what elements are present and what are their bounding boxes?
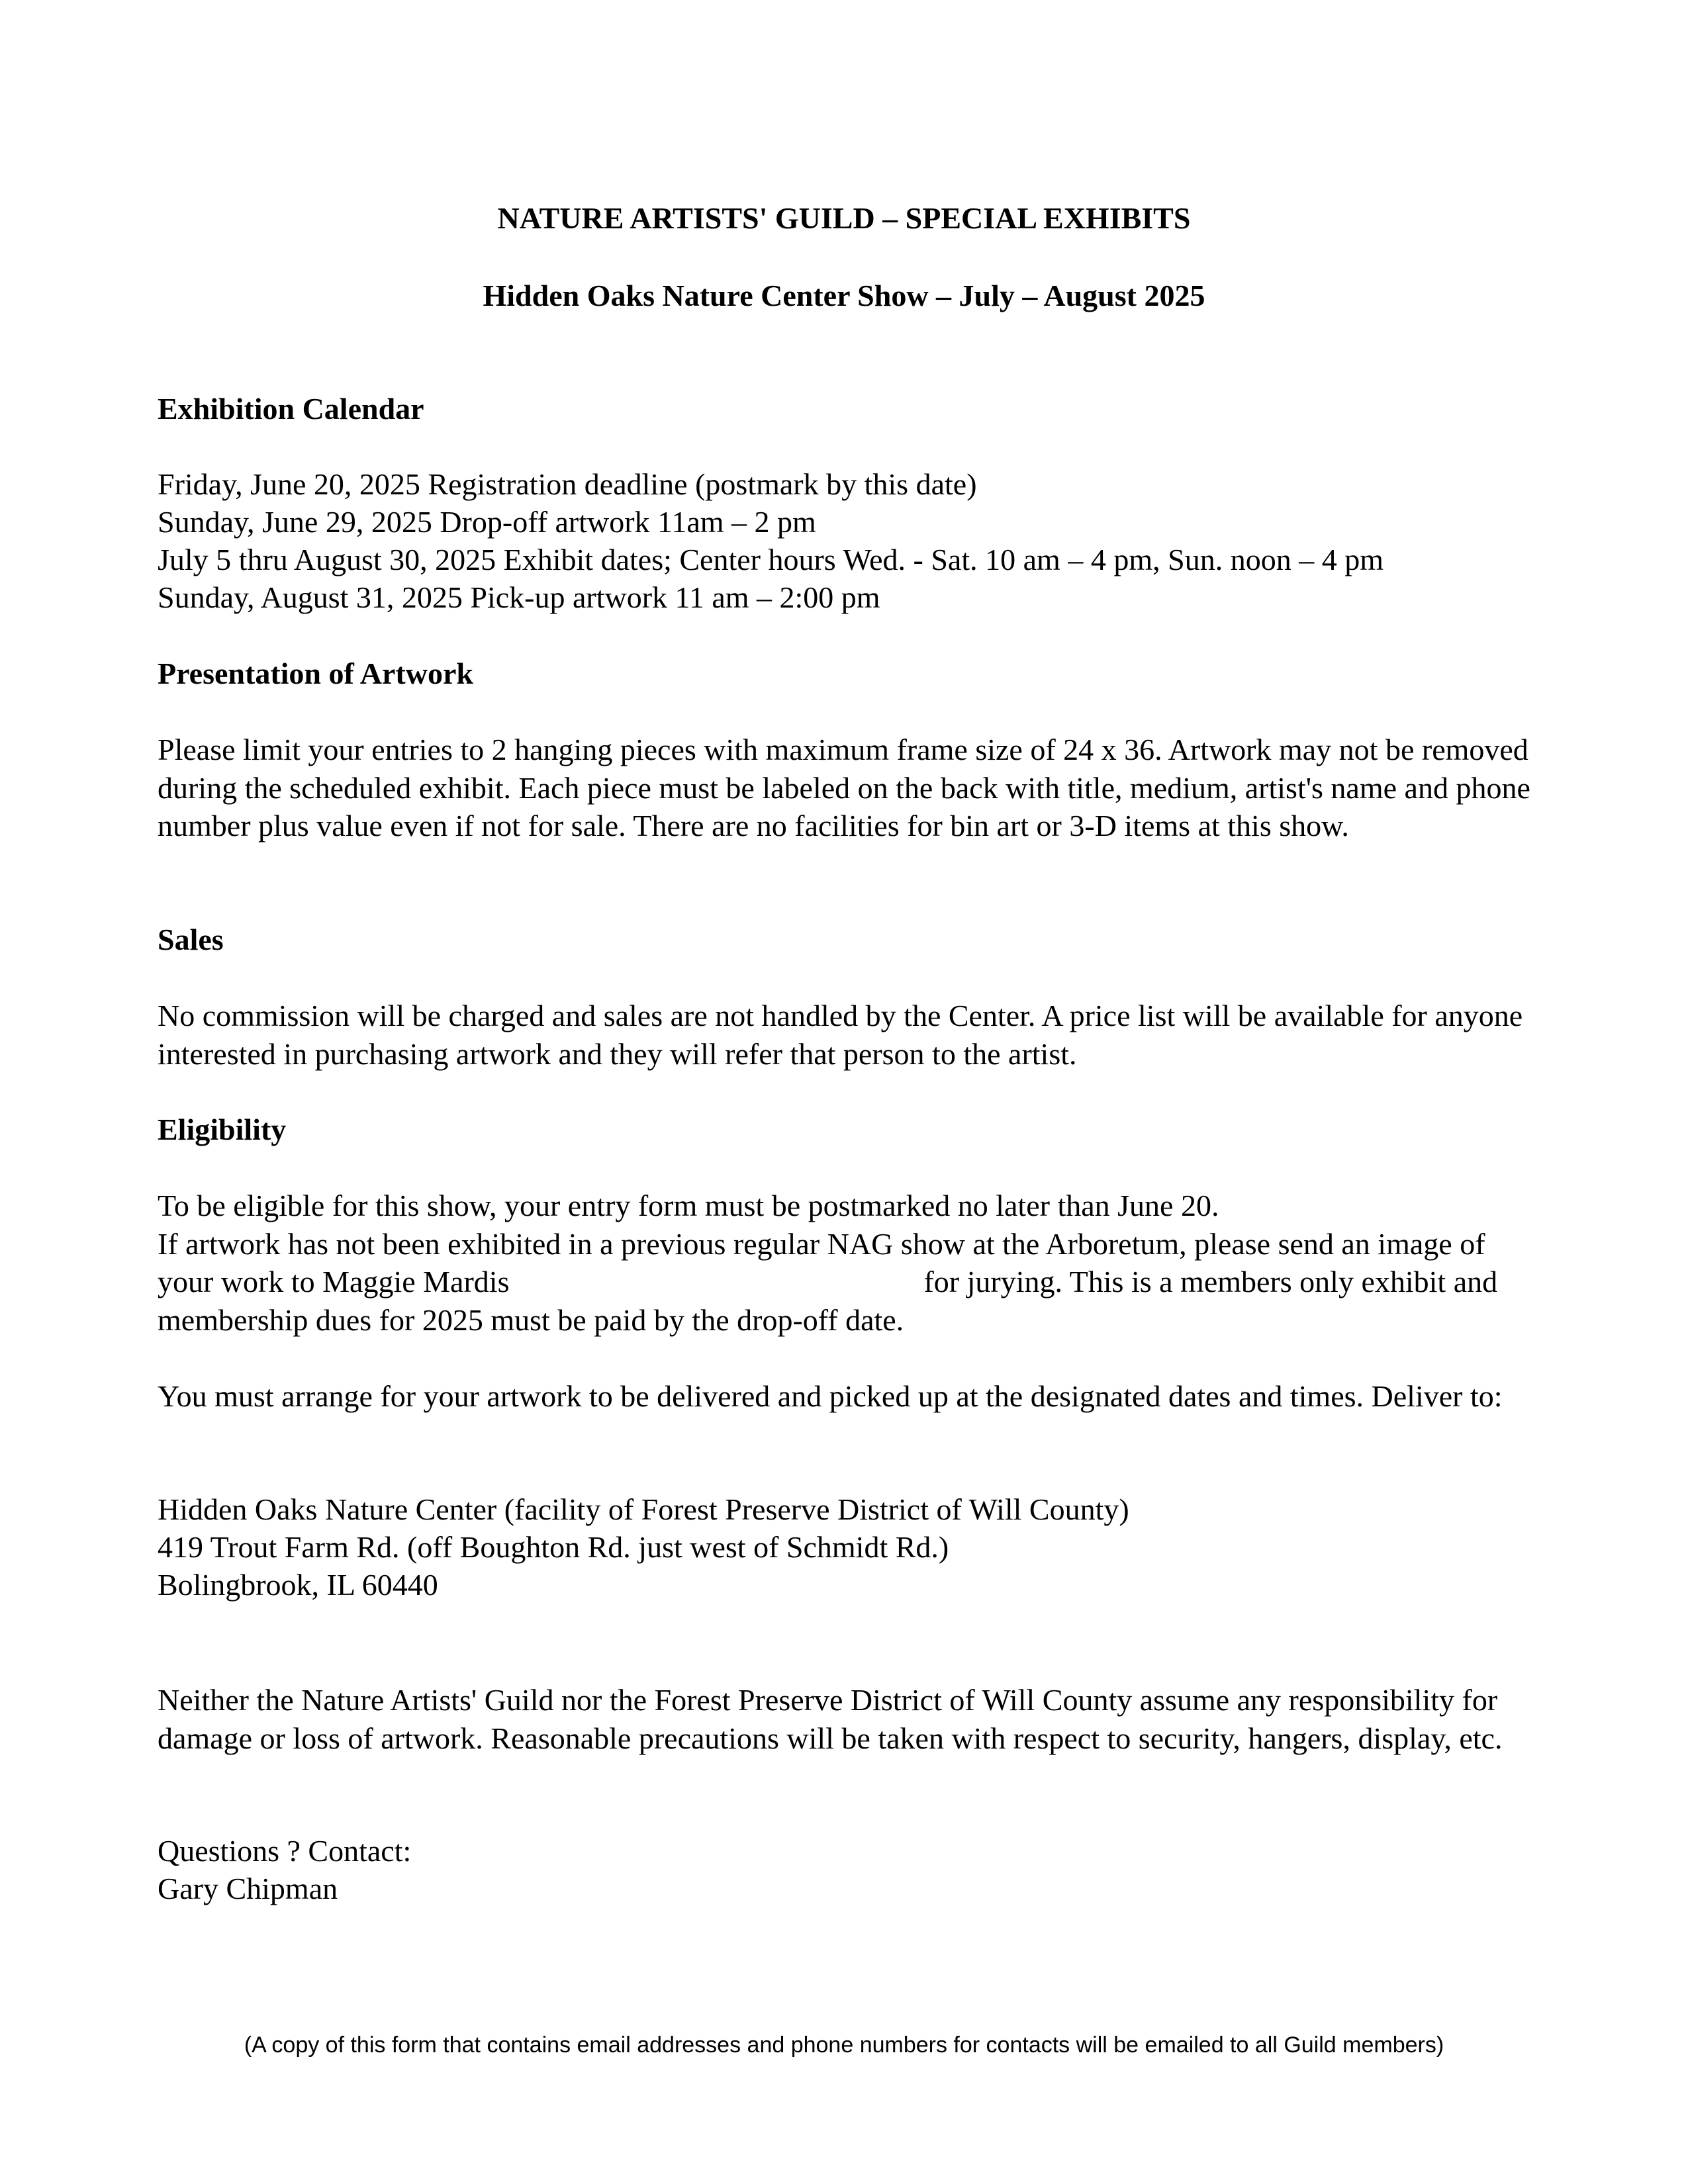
sales-heading: Sales <box>158 923 224 956</box>
address-line-city: Bolingbrook, IL 60440 <box>158 1568 438 1602</box>
disclaimer-paragraph: Neither the Nature Artists' Guild nor the Forest Preserve District of Will County assume any responsibility for damage or loss of artwork. Reasonable precautions will be taken with respect to security, hangers, display, etc. <box>158 1683 1503 1755</box>
presentation-text <box>158 731 1534 845</box>
delivery-text <box>158 1377 1534 1416</box>
address-line-street: 419 Trout Farm Rd. (off Boughton Rd. just west of Schmidt Rd.) <box>158 1530 949 1564</box>
calendar-entry-registration: Friday, June 20, 2025 Registration deadline (postmark by this date) <box>158 467 977 501</box>
sales-paragraph: No commission will be charged and sales are not handled by the Center. A price list will be available for anyone interested in purchasing artwork and they will refer that person to the artist. <box>158 999 1523 1071</box>
disclaimer-text <box>158 1681 1534 1757</box>
contact-name: Gary Chipman <box>158 1872 338 1905</box>
calendar-entry-dropoff: Sunday, June 29, 2025 Drop-off artwork 11am – 2 pm <box>158 505 816 539</box>
eligibility-text <box>158 1187 1534 1339</box>
jurying-text-before: If artwork has not been exhibited in a previous regular NAG show at the Arboretum, please send an image of your work to Maggie Mardis <box>158 1226 1485 1298</box>
document-subtitle: Hidden Oaks Nature Center Show – July – August 2025 <box>483 279 1205 312</box>
eligibility-heading: Eligibility <box>158 1113 287 1146</box>
contact-label: Questions ? Contact: <box>158 1834 412 1868</box>
presentation-heading: Presentation of Artwork <box>158 657 473 690</box>
delivery-paragraph: You must arrange for your artwork to be delivered and picked up at the designated dates and times. Deliver to: <box>158 1379 1503 1413</box>
sales-text <box>158 997 1534 1073</box>
calendar-entry-exhibit-dates: July 5 thru August 30, 2025 Exhibit dates; Center hours Wed. - Sat. 10 am – 4 pm, Sun. noon – 4 pm <box>158 543 1383 576</box>
address-line-facility: Hidden Oaks Nature Center (facility of Forest Preserve District of Will County) <box>158 1492 1129 1526</box>
footer-note: (A copy of this form that contains email addresses and phone numbers for contacts will be emailed to all Guild members) <box>244 2032 1444 2058</box>
presentation-paragraph: Please limit your entries to 2 hanging pieces with maximum frame size of 24 x 36. Artwork may not be removed during the scheduled exhibit. Each piece must be labeled on the back with title, medium, artist's name and phone number plus value even if not for sale. There are no facilities for bin art or 3-D items at this show. <box>158 733 1530 842</box>
eligibility-jurying-paragraph <box>158 1225 1534 1340</box>
eligibility-deadline-line: To be eligible for this show, your entry form must be postmarked no later than June 20. <box>158 1189 1219 1222</box>
calendar-heading: Exhibition Calendar <box>158 392 424 426</box>
calendar-entry-pickup: Sunday, August 31, 2025 Pick-up artwork 11 am – 2:00 pm <box>158 580 880 614</box>
jurying-text-after: for jurying. This is a members only exhibit and membership dues for 2025 must be paid by the drop-off date. <box>158 1265 1498 1337</box>
document-title: NATURE ARTISTS' GUILD – SPECIAL EXHIBITS <box>497 201 1191 235</box>
